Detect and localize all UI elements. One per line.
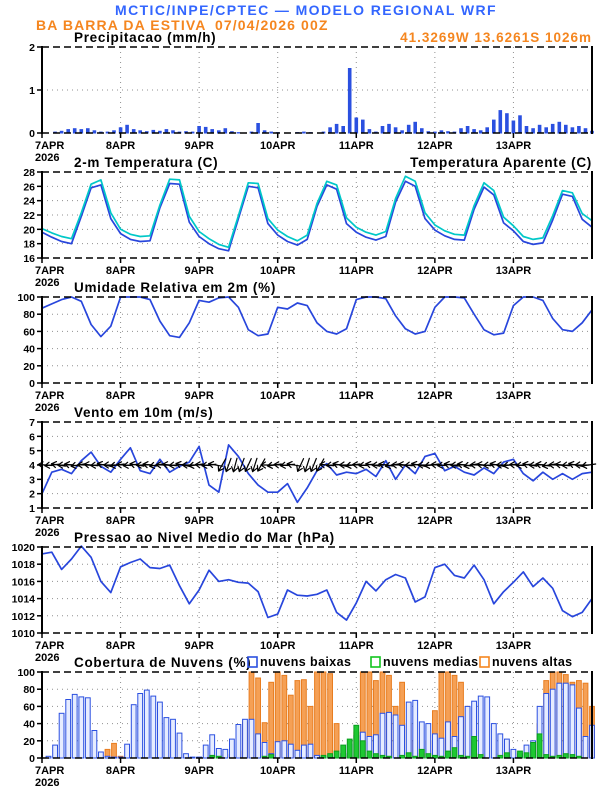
panel-precipitation <box>29 30 593 164</box>
y-tick-label: 3 <box>29 474 35 487</box>
bar-nuvens-altas <box>315 672 320 758</box>
bar-nuvens-baixas <box>223 749 228 758</box>
y-tick-label: 0 <box>29 753 35 765</box>
bar-nuvens-baixas <box>550 689 555 758</box>
bar-precipitacao <box>499 111 502 133</box>
bar-nuvens-baixas <box>393 715 398 758</box>
x-tick-label: 11APR <box>338 640 374 652</box>
bar-nuvens-baixas <box>557 683 562 758</box>
bar-precipitacao <box>388 124 391 133</box>
bar-precipitacao <box>257 124 260 134</box>
bar-nuvens-baixas <box>491 724 496 758</box>
bar-nuvens-baixas <box>406 702 411 758</box>
bar-nuvens-baixas <box>433 734 438 758</box>
bar-nuvens-baixas <box>243 719 248 758</box>
bar-nuvens-medias <box>334 751 339 758</box>
bar-precipitacao <box>394 128 397 133</box>
bar-precipitacao <box>414 122 417 133</box>
bar-nuvens-baixas <box>380 713 385 758</box>
bar-nuvens-baixas <box>465 706 470 758</box>
bar-precipitacao <box>335 124 338 133</box>
x-tick-label: 13APR <box>495 515 532 527</box>
panel-title-precipitation: Precipitacao (mm/h) <box>74 30 217 45</box>
bar-precipitacao <box>519 116 522 133</box>
bar-nuvens-medias <box>577 756 582 758</box>
y-tick-label: 20 <box>23 224 35 237</box>
y-tick-label: 1014 <box>11 593 35 606</box>
y-tick-label: 24 <box>23 195 35 208</box>
bar-precipitacao <box>198 127 201 134</box>
bar-nuvens-medias <box>341 745 346 758</box>
station-name: BA BARRA DA ESTIVA <box>36 17 207 33</box>
bar-precipitacao <box>93 131 96 133</box>
bar-nuvens-baixas <box>544 694 549 759</box>
y-tick-label: 7 <box>29 417 35 429</box>
bar-precipitacao <box>60 131 63 133</box>
bar-nuvens-medias <box>446 751 451 758</box>
y-tick-label: 1018 <box>11 559 35 572</box>
bar-nuvens-baixas <box>99 752 104 758</box>
bar-precipitacao <box>355 118 358 133</box>
x-tick-label: 11APR <box>338 390 374 402</box>
bar-nuvens-baixas <box>275 742 280 758</box>
x-tick-label: 10APR <box>259 640 296 652</box>
bar-nuvens-baixas <box>79 697 84 758</box>
x-tick-label: 9APR <box>184 390 214 402</box>
y-tick-label: 1010 <box>11 628 35 640</box>
y-tick-label: 100 <box>17 292 35 304</box>
x-tick-label: 12APR <box>417 265 453 277</box>
y-tick-label: 1 <box>29 85 35 97</box>
bar-precipitacao <box>578 127 581 134</box>
x-tick-label: 10APR <box>259 140 296 152</box>
x-tick-label: 8APR <box>105 140 136 152</box>
bar-nuvens-baixas <box>563 683 568 758</box>
bar-nuvens-altas <box>269 682 274 758</box>
panel-title-pressure: Pressao ao Nivel Medio do Mar (hPa) <box>74 530 335 545</box>
bar-precipitacao <box>407 125 410 133</box>
bar-nuvens-medias <box>505 753 510 758</box>
legend-label-nuvens-medias: nuvens medias <box>383 655 479 669</box>
bar-precipitacao <box>466 127 469 134</box>
bar-nuvens-baixas <box>125 744 130 758</box>
y-tick-label: 0 <box>29 378 35 390</box>
x-tick-label: 9APR <box>184 140 214 152</box>
bar-precipitacao <box>565 125 568 133</box>
x-tick-label: 12APR <box>417 390 453 402</box>
x-axis-year-label: 2026 <box>35 402 60 414</box>
x-tick-label: 12APR <box>417 515 453 527</box>
bar-nuvens-baixas <box>138 694 143 759</box>
bar-precipitacao <box>571 128 574 133</box>
panel-pressure <box>12 530 592 664</box>
bar-nuvens-altas <box>112 743 117 758</box>
bar-nuvens-baixas <box>282 741 287 758</box>
y-tick-label: 1 <box>29 503 35 515</box>
bar-nuvens-medias <box>360 741 365 758</box>
bar-nuvens-baixas <box>583 737 588 759</box>
bar-nuvens-baixas <box>85 698 90 758</box>
x-tick-label: 11APR <box>338 765 374 777</box>
series-2-m-temperatura <box>42 181 592 251</box>
bar-precipitacao <box>447 132 450 133</box>
x-axis-year-label: 2026 <box>35 277 60 289</box>
x-axis-year-label: 2026 <box>35 777 60 789</box>
x-tick-label: 8APR <box>105 265 136 277</box>
y-tick-label: 1016 <box>11 576 35 589</box>
bar-nuvens-baixas <box>66 700 71 759</box>
bar-nuvens-baixas <box>256 734 261 758</box>
bar-nuvens-baixas <box>577 708 582 758</box>
bar-precipitacao <box>506 114 509 133</box>
bar-nuvens-baixas <box>400 725 405 758</box>
y-tick-label: 6 <box>29 431 35 444</box>
y-tick-label: 18 <box>23 238 35 251</box>
y-tick-label: 22 <box>23 210 35 222</box>
x-tick-label: 13APR <box>495 765 532 777</box>
bar-nuvens-baixas <box>413 700 418 758</box>
panel-right-title-temperature: Temperatura Aparente (C) <box>410 155 592 170</box>
bar-nuvens-baixas <box>177 733 182 758</box>
bar-nuvens-altas <box>328 674 333 758</box>
bar-nuvens-baixas <box>230 739 235 758</box>
panel-clouds <box>17 655 594 789</box>
bar-nuvens-baixas <box>236 725 241 759</box>
legend-label-nuvens-baixas: nuvens baixas <box>260 655 352 669</box>
bar-nuvens-baixas <box>203 745 208 758</box>
bar-precipitacao <box>342 127 345 134</box>
bar-nuvens-baixas <box>144 690 149 758</box>
bar-precipitacao <box>348 69 351 134</box>
y-tick-label: 40 <box>23 343 35 356</box>
x-tick-label: 9APR <box>184 765 214 777</box>
x-axis-year-label: 2026 <box>35 652 60 664</box>
x-tick-label: 13APR <box>495 140 532 152</box>
y-tick-label: 100 <box>17 667 35 679</box>
bar-precipitacao <box>479 131 482 133</box>
x-tick-label: 11APR <box>338 265 374 277</box>
panel-humidity <box>17 280 592 414</box>
bar-precipitacao <box>381 127 384 134</box>
y-tick-label: 40 <box>23 718 35 731</box>
x-tick-label: 13APR <box>495 390 532 402</box>
x-tick-label: 8APR <box>105 515 136 527</box>
bar-nuvens-altas <box>321 672 326 758</box>
bar-precipitacao <box>493 120 496 133</box>
bar-nuvens-baixas <box>249 719 254 758</box>
x-tick-label: 7APR <box>35 515 65 527</box>
bar-precipitacao <box>368 130 371 133</box>
bar-nuvens-medias <box>518 751 523 758</box>
bar-nuvens-medias <box>406 753 411 758</box>
y-tick-label: 4 <box>29 460 35 472</box>
y-tick-label: 80 <box>23 684 35 697</box>
bar-nuvens-baixas <box>570 685 575 758</box>
bar-precipitacao <box>545 128 548 133</box>
panel-temperature <box>23 155 592 289</box>
bar-nuvens-baixas <box>59 713 64 758</box>
bar-nuvens-medias <box>354 725 359 758</box>
bar-precipitacao <box>486 128 489 133</box>
x-axis-year-label: 2026 <box>35 152 60 164</box>
bar-nuvens-baixas <box>171 719 176 758</box>
x-tick-label: 10APR <box>259 515 296 527</box>
series-nuvens-baixas <box>46 683 594 758</box>
bar-nuvens-medias <box>452 748 457 758</box>
x-tick-label: 11APR <box>338 515 374 527</box>
panel-title-humidity: Umidade Relativa em 2m (%) <box>74 280 277 295</box>
y-tick-label: 5 <box>29 445 35 458</box>
bar-nuvens-baixas <box>72 694 77 758</box>
bar-precipitacao <box>525 127 528 134</box>
panel-title-temperature: 2-m Temperatura (C) <box>74 155 219 170</box>
x-tick-label: 13APR <box>495 640 532 652</box>
x-tick-label: 7APR <box>35 140 65 152</box>
y-tick-label: 2 <box>29 488 35 501</box>
bar-nuvens-baixas <box>439 738 444 758</box>
bar-nuvens-medias <box>544 755 549 758</box>
bar-precipitacao <box>172 131 175 133</box>
x-tick-label: 7APR <box>35 765 65 777</box>
y-tick-label: 0 <box>29 128 35 140</box>
bar-precipitacao <box>270 132 273 133</box>
x-tick-label: 8APR <box>105 765 136 777</box>
bar-nuvens-medias <box>531 743 536 759</box>
bar-nuvens-baixas <box>53 745 58 758</box>
bar-nuvens-baixas <box>459 717 464 758</box>
run-datetime: 07/04/2026 00Z <box>215 17 329 33</box>
bar-precipitacao <box>551 124 554 133</box>
bar-nuvens-baixas <box>511 749 516 758</box>
bar-nuvens-baixas <box>210 735 215 758</box>
bar-precipitacao <box>558 122 561 133</box>
bar-nuvens-medias <box>419 749 424 758</box>
x-tick-label: 9APR <box>184 265 214 277</box>
bar-precipitacao <box>126 125 129 133</box>
series-pressao-nivel-mar <box>42 546 592 620</box>
panel-title-wind: Vento em 10m (m/s) <box>74 405 214 420</box>
bar-nuvens-baixas <box>92 731 97 759</box>
x-tick-label: 7APR <box>35 640 65 652</box>
bar-nuvens-baixas <box>302 745 307 758</box>
x-tick-label: 10APR <box>259 265 296 277</box>
x-tick-label: 7APR <box>35 265 65 277</box>
x-tick-label: 12APR <box>417 140 453 152</box>
page-title: MCTIC/INPE/CPTEC — MODELO REGIONAL WRF <box>115 2 497 18</box>
x-tick-label: 11APR <box>338 140 374 152</box>
bar-nuvens-baixas <box>485 697 490 758</box>
y-tick-label: 1020 <box>11 542 35 554</box>
bar-nuvens-baixas <box>288 744 293 758</box>
x-tick-label: 8APR <box>105 640 136 652</box>
bar-nuvens-baixas <box>308 744 313 758</box>
x-tick-label: 12APR <box>417 640 453 652</box>
x-tick-label: 10APR <box>259 390 296 402</box>
bar-precipitacao <box>538 125 541 133</box>
y-tick-label: 20 <box>23 735 35 748</box>
panel-wind <box>29 405 596 539</box>
bar-precipitacao <box>329 128 332 133</box>
x-tick-label: 12APR <box>417 765 453 777</box>
bar-nuvens-baixas <box>387 712 392 758</box>
station-coordinates: 41.3269W 13.6261S 1026m <box>400 30 592 45</box>
y-tick-label: 1012 <box>11 610 35 623</box>
bar-nuvens-baixas <box>131 705 136 758</box>
bar-precipitacao <box>204 127 207 133</box>
bar-nuvens-baixas <box>478 696 483 758</box>
panel-title-clouds: Cobertura de Nuvens (%) <box>74 655 252 670</box>
bar-precipitacao <box>303 132 306 133</box>
x-tick-label: 7APR <box>35 390 65 402</box>
series-precipitacao <box>54 69 594 134</box>
y-tick-label: 16 <box>23 253 35 265</box>
y-tick-label: 60 <box>23 326 35 339</box>
bar-precipitacao <box>362 120 365 133</box>
bar-precipitacao <box>119 128 122 133</box>
x-axis-year-label: 2026 <box>35 527 60 539</box>
bar-nuvens-medias <box>347 739 352 758</box>
x-tick-label: 8APR <box>105 390 136 402</box>
bar-nuvens-baixas <box>426 724 431 758</box>
bar-nuvens-medias <box>269 755 274 758</box>
y-tick-label: 2 <box>29 42 35 54</box>
legend-swatch-icon <box>480 657 489 667</box>
bar-nuvens-medias <box>472 737 477 759</box>
y-tick-label: 26 <box>23 181 35 194</box>
x-tick-label: 9APR <box>184 640 214 652</box>
y-tick-label: 28 <box>23 167 35 179</box>
bar-nuvens-medias <box>537 734 542 758</box>
y-tick-label: 80 <box>23 309 35 322</box>
bar-precipitacao <box>512 121 515 133</box>
bar-precipitacao <box>401 131 404 133</box>
bar-nuvens-altas <box>295 681 300 758</box>
x-tick-label: 13APR <box>495 265 532 277</box>
bar-nuvens-baixas <box>158 702 163 758</box>
y-tick-label: 20 <box>23 360 35 373</box>
legend-swatch-icon <box>371 657 380 667</box>
x-tick-label: 9APR <box>184 515 214 527</box>
wind-barb-icon <box>581 461 596 469</box>
bar-nuvens-baixas <box>498 734 503 758</box>
bar-nuvens-medias <box>524 753 529 758</box>
bar-nuvens-baixas <box>262 743 267 759</box>
legend-label-nuvens-altas: nuvens altas <box>492 655 573 669</box>
bar-nuvens-baixas <box>295 750 300 758</box>
y-tick-label: 60 <box>23 701 35 714</box>
bar-nuvens-baixas <box>151 696 156 758</box>
x-tick-label: 10APR <box>259 765 296 777</box>
bar-nuvens-baixas <box>164 718 169 758</box>
bar-nuvens-medias <box>367 751 372 758</box>
